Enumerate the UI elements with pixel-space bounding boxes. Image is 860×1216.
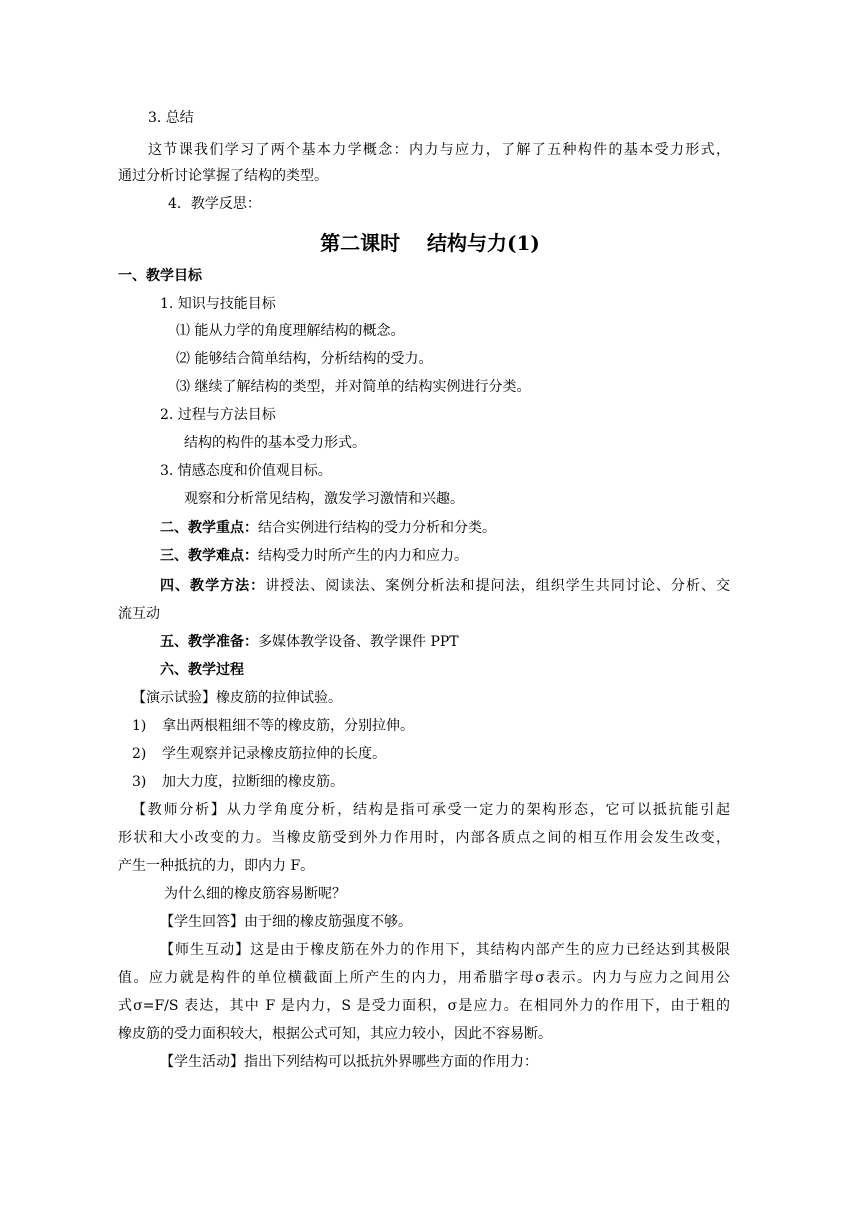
- goal-1-item-3: ⑶ 继续了解结构的类型，并对简单的结构实例进行分类。: [176, 379, 531, 395]
- step-3-number: 3): [132, 774, 147, 790]
- summary-line-1: 这节课我们学习了两个基本力学概念：内力与应力，了解了五种构件的基本受力形式，: [148, 142, 730, 158]
- step-2-text: 学生观察并记录橡皮筋拉伸的长度。: [162, 746, 386, 762]
- step-3-text: 加大力度，拉断细的橡皮筋。: [162, 774, 344, 790]
- methods: [160, 576, 730, 596]
- analysis-line-3: 产生一种抵抗的力，即内力 F。: [118, 858, 315, 874]
- difficulties-label: 三、教学难点：: [160, 548, 258, 564]
- analysis-line-1: 【教师分析】从力学角度分析，结构是指可承受一定力的架构形态，它可以抵抗能引起: [132, 802, 730, 818]
- reflection-heading: 4．教学反思：: [168, 196, 261, 212]
- analysis-line-2: 形状和大小改变的力。当橡皮筋受到外力作用时，内部各质点之间的相互作用会发生改变，: [118, 830, 730, 846]
- interaction-line-1: 【师生互动】这是由于橡皮筋在外力的作用下，其结构内部产生的应力已经达到其极限: [160, 942, 730, 958]
- methods-text-2: 流互动: [118, 606, 160, 622]
- goal-2-text: 结构的构件的基本受力形式。: [184, 435, 366, 451]
- step-2-number: 2): [132, 746, 147, 762]
- section3-heading: 3. 总结: [148, 110, 194, 126]
- interaction-line-2: 值。应力就是构件的单位横截面上所产生的内力，用希腊字母σ表示。内力与应力之间用公: [118, 970, 730, 986]
- key-points-label: 二、教学重点：: [160, 520, 258, 536]
- difficulties: [160, 546, 468, 566]
- preparation: [160, 632, 459, 652]
- goal-3-text: 观察和分析常见结构，激发学习激情和兴趣。: [184, 491, 464, 507]
- goal-1-item-1: ⑴ 能从力学的角度理解结构的概念。: [176, 323, 405, 339]
- preparation-text: 多媒体教学设备、教学课件 PPT: [258, 634, 459, 650]
- interaction-line-4: 橡皮筋的受力面积较大，根据公式可知，其应力较小，因此不容易断。: [118, 1026, 552, 1042]
- goal-2-heading: 2. 过程与方法目标: [160, 407, 276, 423]
- goals-heading: 一、教学目标: [118, 268, 202, 284]
- process-heading: 六、教学过程: [160, 662, 244, 678]
- goal-1-heading: 1. 知识与技能目标: [160, 296, 276, 312]
- lesson-title: 第二课时 结构与力(1): [320, 231, 540, 255]
- step-1-text: 拿出两根粗细不等的橡皮筋，分别拉伸。: [162, 718, 414, 734]
- step-1-number: 1): [132, 718, 147, 734]
- demo-line: 【演示试验】橡皮筋的拉伸试验。: [132, 690, 342, 706]
- summary-line-2: 通过分析讨论掌握了结构的类型。: [118, 168, 328, 184]
- step-1: [132, 716, 414, 736]
- question: 为什么细的橡皮筋容易断呢？: [164, 886, 346, 902]
- interaction-line-3: 式σ=F/S 表达，其中 F 是内力，S 是受力面积，σ是应力。在相同外力的作用下，由于粗的: [118, 998, 730, 1014]
- preparation-label: 五、教学准备：: [160, 634, 258, 650]
- difficulties-text: 结构受力时所产生的内力和应力。: [258, 548, 468, 564]
- student-activity: 【学生活动】指出下列结构可以抵抗外界哪些方面的作用力：: [160, 1054, 538, 1070]
- goal-1-item-2: ⑵ 能够结合简单结构，分析结构的受力。: [176, 351, 433, 367]
- step-3: [132, 772, 344, 792]
- student-answer: 【学生回答】由于细的橡皮筋强度不够。: [160, 914, 412, 930]
- methods-label: 四、教学方法：: [160, 578, 266, 594]
- key-points: [160, 518, 496, 538]
- methods-text-1: 讲授法、阅读法、案例分析法和提问法，组织学生共同讨论、分析、交: [265, 578, 731, 594]
- key-points-text: 结合实例进行结构的受力分析和分类。: [258, 520, 496, 536]
- step-2: [132, 744, 386, 764]
- goal-3-heading: 3. 情感态度和价值观目标。: [160, 463, 332, 479]
